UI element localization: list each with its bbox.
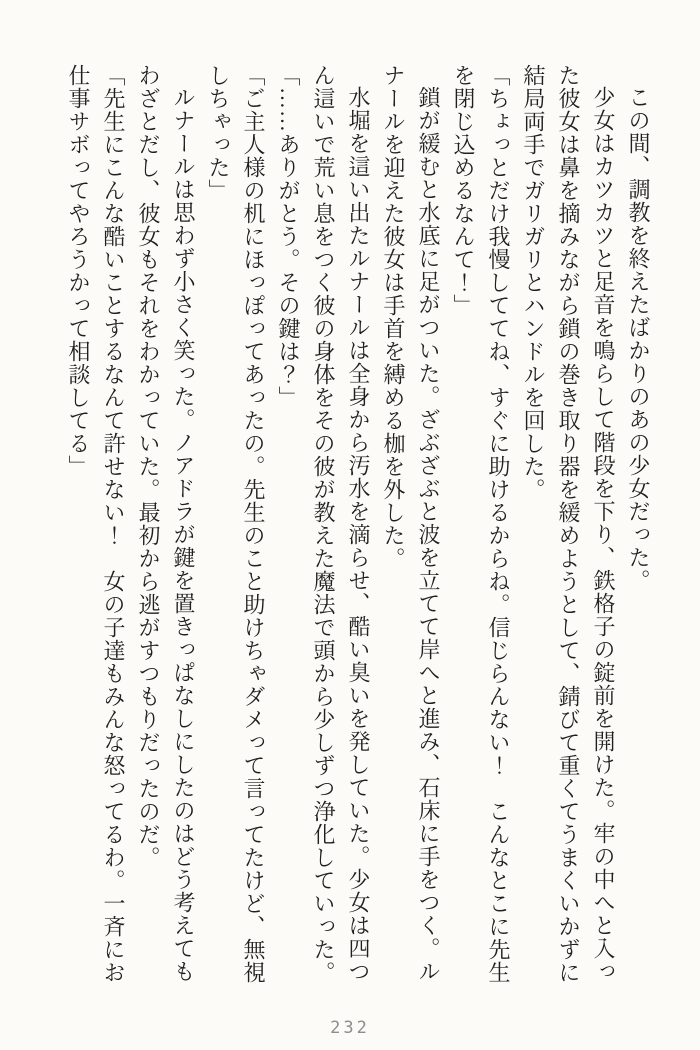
paragraph-narrative-5: ルナールは思わず小さく笑った。ノアドラが鍵を置きっぱなしにしたのはどう考えてもわざとだし、彼女もそれをわかっていた。最初から逃がすつもりだったのだ。 bbox=[136, 64, 196, 983]
paragraph-narrative-3: 鎖が緩むと水底に足がついた。ざぶざぶと波を立てて岸へと進み、石床に手をつく。ルナールを迎えた彼女は手首を縛める枷を外した。 bbox=[381, 64, 441, 983]
paragraph-narrative-1: この間、調教を終えたばかりのあの少女だった。 bbox=[626, 86, 651, 592]
paragraph-narrative-2: 少女はカツカツと足音を鳴らして階段を下り、鉄格子の錠前を開けた。牢の中へと入った彼女は鼻を摘みながら鎖の巻き取り器を緩めようとして、錆びて重くてうまくいかずに結局両手でガリガリとハンドルを回した。 bbox=[521, 64, 616, 984]
paragraph-dialogue-2: 「……ありがとう。その鍵は？」 bbox=[276, 64, 301, 409]
page-number: 232 bbox=[330, 1018, 370, 1038]
paragraph-dialogue-3: 「ご主人様の机にほっぽってあったの。先生のこと助けちゃダメって言ってたけど、無視しちゃった」 bbox=[206, 64, 266, 984]
paragraph-dialogue-4: 「先生にこんな酷いことするなんて許せない！ 女の子達もみんな怒ってるわ。一斉にお仕事サボってやろうかって相談してる」 bbox=[66, 64, 126, 984]
vertical-text-block bbox=[61, 64, 656, 992]
paragraph-narrative-4: 水堀を這い出たルナールは全身から汚水を滴らせ、酷い臭いを発していた。少女は四つん這いで荒い息をつく彼の身体をその彼が教えた魔法で頭から少しずつ浄化していった。 bbox=[311, 64, 371, 984]
paragraph-dialogue-1: 「ちょっとだけ我慢しててね、すぐに助けるからね。信じらんない！ こんなとこに先生を閉じ込めるなんて！」 bbox=[451, 64, 511, 984]
